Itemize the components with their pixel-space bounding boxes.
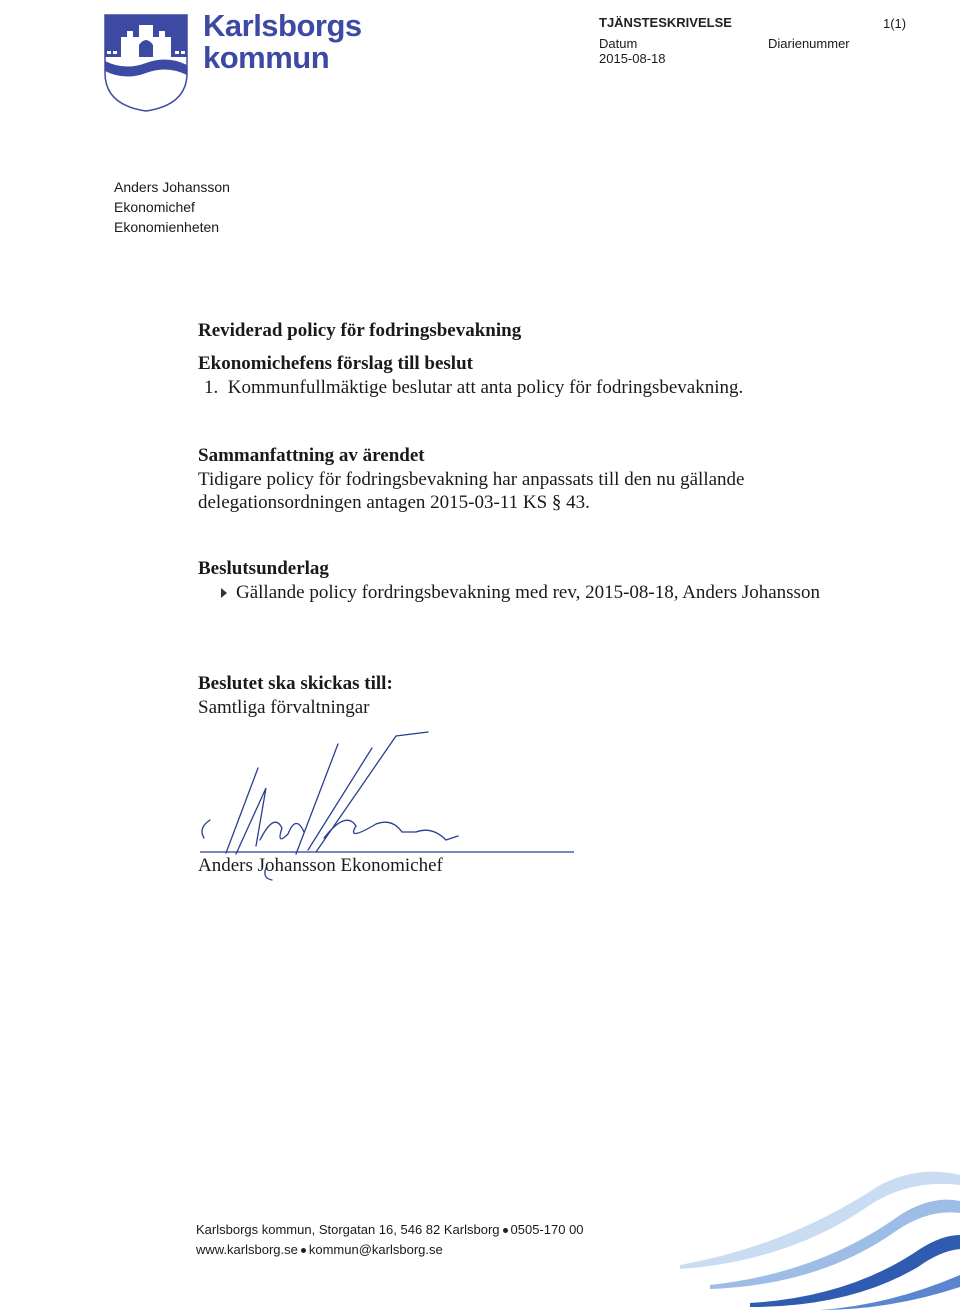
- date-value: 2015-08-18: [599, 51, 666, 66]
- author-block: [114, 177, 230, 237]
- summary-heading: Sammanfattning av ärendet: [198, 445, 425, 466]
- decorative-wave-graphic: [670, 1165, 960, 1310]
- diarienummer-label: Diarienummer: [768, 36, 850, 51]
- author-name: Anders Johansson: [114, 179, 230, 195]
- footer: [196, 1220, 584, 1260]
- organization-name-line1: Karlsborgs: [203, 8, 362, 43]
- recipients-heading: Beslutet ska skickas till:: [198, 673, 393, 694]
- summary-text: [198, 468, 818, 514]
- organization-name-line2: kommun: [203, 40, 330, 75]
- document-title: Reviderad policy för fodringsbevakning: [198, 320, 522, 341]
- footer-address: Karlsborgs kommun, Storgatan 16, 546 82 Karlsborg: [196, 1222, 500, 1237]
- page-number: 1(1): [883, 16, 907, 31]
- municipality-crest-logo: [103, 13, 189, 113]
- organization-name: [203, 10, 362, 74]
- basis-item: Gällande policy fordringsbevakning med rev, 2015-08-18, Anders Johansson: [236, 582, 820, 603]
- basis-heading: Beslutsunderlag: [198, 558, 329, 579]
- summary-line: delegationsordningen antagen 2015-03-11 KS § 43.: [198, 492, 590, 513]
- bullet-dot-icon: [503, 1228, 508, 1233]
- bullet-dot-icon: [301, 1248, 306, 1253]
- summary-line: Tidigare policy för fodringsbevakning har anpassats till den nu gällande: [198, 469, 745, 490]
- proposal-heading: Ekonomichefens förslag till beslut: [198, 353, 473, 374]
- author-unit: Ekonomienheten: [114, 219, 220, 235]
- footer-email-link[interactable]: kommun@karlsborg.se: [308, 1242, 443, 1257]
- signer-name: Anders Johansson Ekonomichef: [198, 855, 443, 876]
- recipients-text: Samtliga förvaltningar: [198, 697, 370, 718]
- bullet-arrow-icon: [221, 588, 227, 598]
- footer-line-2: [196, 1240, 584, 1260]
- footer-phone: 0505-170 00: [510, 1222, 584, 1237]
- date-label: Datum: [599, 36, 638, 51]
- footer-website-link[interactable]: www.karlsborg.se: [196, 1242, 298, 1257]
- document-type: TJÄNSTESKRIVELSE: [599, 15, 732, 30]
- footer-line-1: [196, 1220, 584, 1240]
- proposal-item: 1. Kommunfullmäktige beslutar att anta policy för fodringsbevakning.: [204, 377, 744, 398]
- author-title: Ekonomichef: [114, 199, 195, 215]
